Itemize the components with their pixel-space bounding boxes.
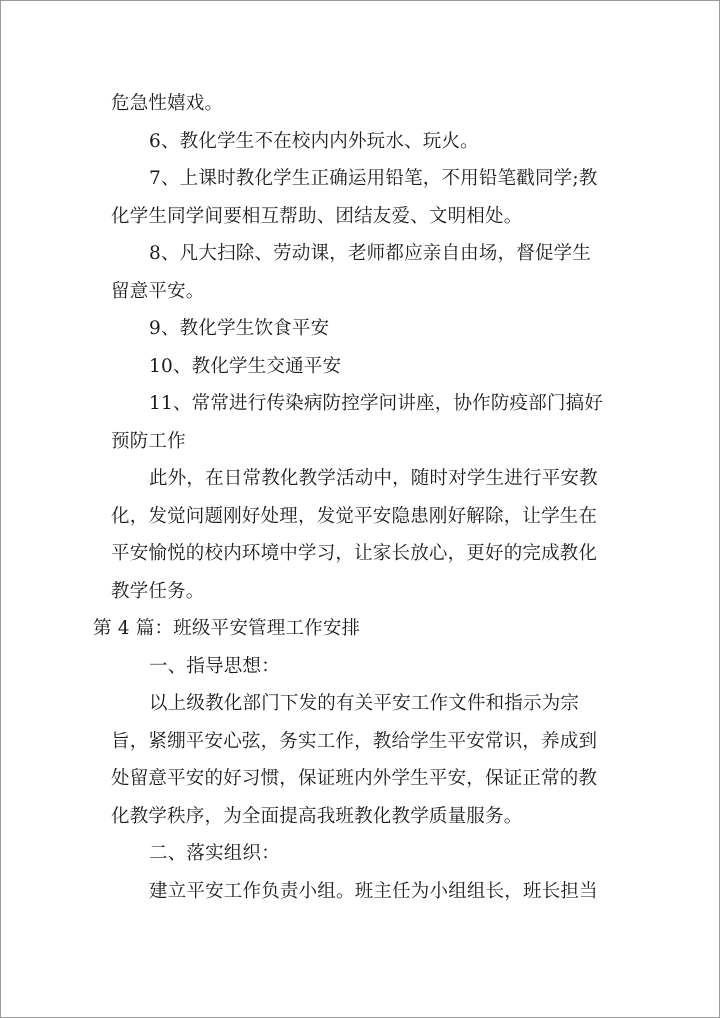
- paragraph-line: 此外，在日常教化教学活动中，随时对学生进行平安教: [149, 468, 598, 489]
- subheading-guiding-thought: 一、指导思想：: [149, 655, 280, 677]
- list-item-7-continuation: 化学生同学间要相互帮助、团结友爱、文明相处。: [111, 205, 523, 227]
- paragraph-line: 化，发觉问题刚好处理，发觉平安隐患刚好解除，让学生在: [111, 505, 598, 527]
- list-item-11-continuation: 预防工作: [111, 430, 186, 452]
- paragraph-line: 化教学秩序，为全面提高我班教化教学质量服务。: [111, 805, 523, 827]
- paragraph-line: 处留意平安的好习惯，保证班内外学生平安，保证正常的教: [111, 768, 598, 789]
- list-item-9: 9、教化学生饮食平安: [149, 318, 330, 339]
- paragraph-line: 教学任务。: [111, 580, 205, 602]
- document-body: [93, 85, 613, 910]
- paragraph-line: 危急性嬉戏。: [111, 93, 224, 114]
- paragraph-line: 以上级教化部门下发的有关平安工作文件和指示为宗: [149, 693, 580, 714]
- list-item-8: 8、凡大扫除、劳动课，老师都应亲自由场，督促学生: [149, 243, 592, 264]
- list-item-10: 10、教化学生交通平安: [149, 355, 342, 377]
- paragraph-line: 旨，紧绷平安心弦，务实工作，教给学生平安常识，养成到: [111, 730, 598, 752]
- paragraph-line: 平安愉悦的校内环境中学习，让家长放心，更好的完成教化: [111, 543, 598, 564]
- section-heading: 第 4 篇：班级平安管理工作安排: [93, 618, 361, 639]
- list-item-8-continuation: 留意平安。: [111, 280, 205, 302]
- subheading-organization: 二、落实组织：: [149, 843, 280, 864]
- list-item-7-line-1: 7、上课时教化学生正确运用铅笔，不用铅笔戳同学;教: [149, 168, 598, 189]
- list-item-7: [111, 160, 613, 198]
- list-item-11: 11、常常进行传染病防控学问讲座，协作防疫部门搞好: [149, 393, 604, 414]
- list-item-6: 6、教化学生不在校内内外玩水、玩火。: [149, 130, 479, 152]
- paragraph-line: 建立平安工作负责小组。班主任为小组组长，班长担当: [149, 880, 598, 902]
